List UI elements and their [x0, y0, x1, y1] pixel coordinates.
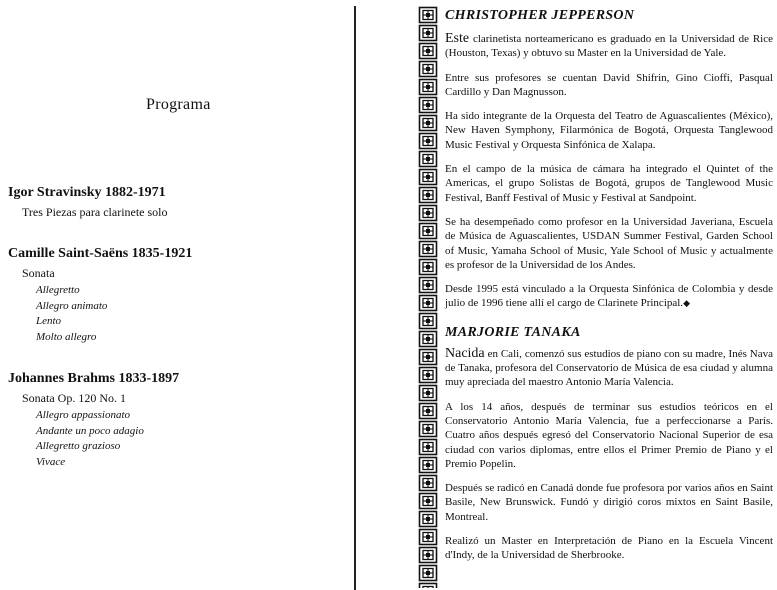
movement: Andante un poco adagio	[36, 424, 144, 437]
bio-paragraph: A los 14 años, después de terminar sus estudios teóricos en el Conservatorio Antonio María Valencia, fue a perfeccionarse a París. Cuatro años después egresó del Conservatorio Nacional Superior de esa ciudad con varios diplomas, entre ellos el Primer Premio de Piano y el Premio Popelin.	[445, 400, 773, 470]
bio-paragraph: Realizó un Master en Interpretación de Piano en la Escuela Vincent d'Indy, de la Universidad de Sherbrooke.	[445, 535, 773, 562]
end-mark-icon: ◆	[683, 298, 690, 309]
bio-tanaka	[445, 323, 773, 563]
biographies-page	[445, 6, 773, 573]
program-work-brahms	[8, 370, 338, 470]
bio-paragraph: Ha sido integrante de la Orquesta del Teatro de Aguascalientes (México), New Haven Symphony, Filarmónica de Bogotá, Orquesta Tanglewood Music Festival y Orquesta Sinfónica de Xalapa.	[445, 110, 773, 151]
bio-name: MARJORIE TANAKA	[445, 324, 581, 340]
program-work-saint-saens	[8, 245, 338, 345]
program-work-stravinsky	[8, 184, 338, 220]
movement: Vivace	[36, 455, 66, 468]
movement: Allegretto	[36, 284, 80, 296]
movement: Allegro appassionato	[36, 409, 131, 421]
bio-paragraph: Se ha desempeñado como profesor en la Universidad Javeriana, Escuela de Música de Aguascalientes, USDAN Summer Festival, Garden School of Music, Yamaha School of Music, Yale School of Music y actualmente es profesor de la Universidad de los Andes.	[445, 215, 773, 271]
piece-title: Sonata Op. 120 No. 1	[22, 391, 126, 405]
bio-paragraph	[445, 32, 773, 61]
movement: Allegretto grazioso	[36, 440, 121, 452]
bio-paragraph: Entre sus profesores se cuentan David Shifrin, Gino Cioffi, Pasqual Cardillo y Dan Magnusson.	[445, 71, 773, 98]
program-title: Programa	[146, 96, 211, 113]
lead-word: Nacida	[445, 345, 485, 361]
bio-jepperson	[445, 6, 773, 311]
piece-title: Tres Piezas para clarinete solo	[22, 205, 168, 219]
bio-name: CHRISTOPHER JEPPERSON	[445, 8, 635, 23]
bio-paragraph	[445, 282, 773, 311]
movement-list	[36, 283, 338, 345]
page-fold-divider	[354, 6, 356, 590]
bio-paragraph: Después se radicó en Canadá donde fue profesora por varios años en Saint Basile, New Brunswick. Fundó y dirigió coros mixtos en Saint Basile, Montreal.	[445, 482, 773, 523]
bio-paragraph: En el campo de la música de cámara ha integrado el Quintet of the Americas, el grupo Solistas de Bogotá, grupos de Tanglewood Music Festival, Banff Festival of Music y Festival at Sandpoint.	[445, 163, 773, 204]
piece-title: Sonata	[22, 266, 55, 280]
movement-list	[36, 408, 338, 470]
movement: Lento	[36, 315, 62, 327]
bio-paragraph	[445, 347, 773, 390]
paragraph-text: clarinetista norteamericano es graduado en la Universidad de Rice (Houston, Texas) y obtuvo su Master en la Universidad de Yale.	[445, 33, 773, 60]
movement: Allegro animato	[36, 299, 108, 312]
decorative-border	[418, 6, 438, 588]
program-page	[0, 0, 350, 590]
movement: Molto allegro	[36, 330, 97, 343]
composer-name: Camille Saint-Saëns 1835-1921	[8, 246, 193, 261]
composer-name: Johannes Brahms 1833-1897	[8, 371, 180, 386]
paragraph-text: en Cali, comenzó sus estudios de piano con su madre, Inés Nava de Tanaka, profesora del Conservatorio de Música de esa ciudad y alumna muy apreciada del maestro Antonio María Valencia.	[445, 347, 773, 389]
composer-name: Igor Stravinsky 1882-1971	[8, 185, 166, 200]
lead-word: Este	[445, 31, 470, 46]
paragraph-text: Desde 1995 está vinculado a la Orquesta Sinfónica de Colombia y desde julio de 1996 tiene allí el cargo de Clarinete Principal.	[445, 283, 773, 310]
